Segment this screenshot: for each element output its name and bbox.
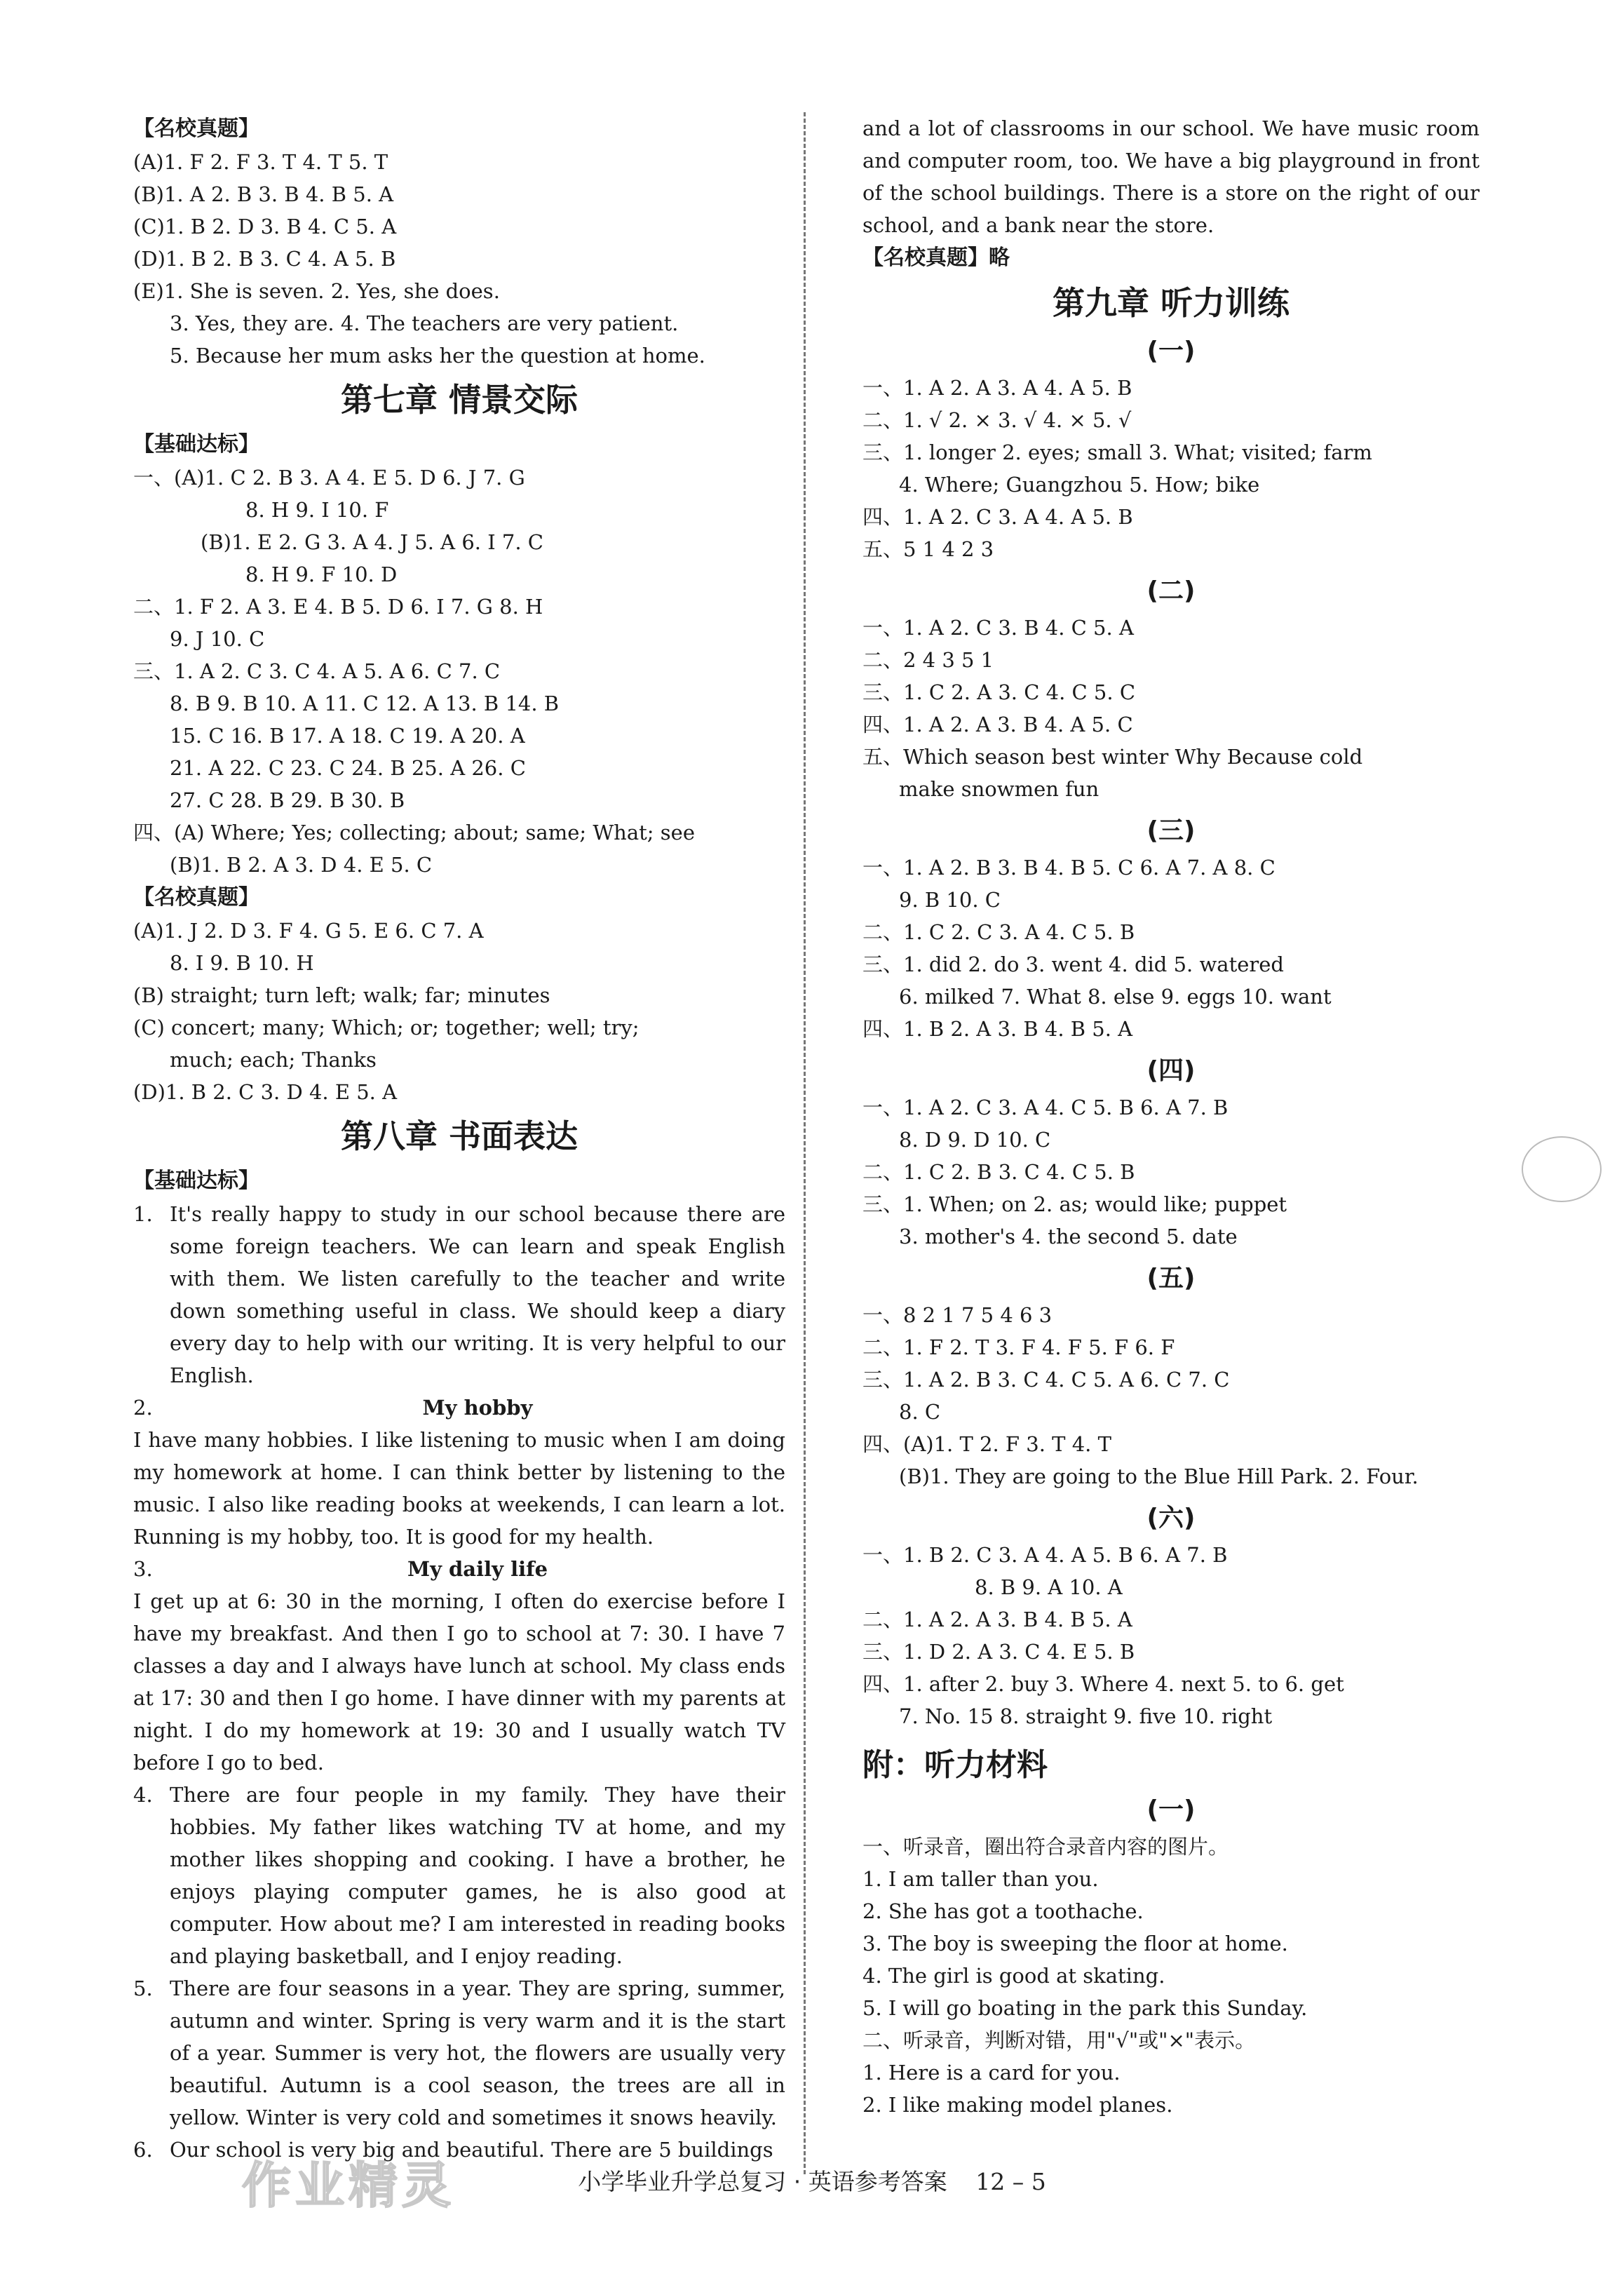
section-tag: 【基础达标】 xyxy=(133,432,259,457)
answer-line: 9. J 10. C xyxy=(170,627,265,651)
essay-number: 1. xyxy=(133,1202,153,1226)
answer-line: (D)1. B 2. C 3. D 4. E 5. A xyxy=(133,1080,398,1104)
subsection-heading: (二) xyxy=(1146,577,1196,605)
essay-item xyxy=(133,2134,785,2166)
answer-line: 21. A 22. C 23. C 24. B 25. A 26. C xyxy=(170,756,526,780)
answer-line: 四、(A)1. T 2. F 3. T 4. T xyxy=(862,1432,1111,1456)
answer-line: 5. Because her mum asks her the question at home. xyxy=(170,344,705,368)
answer-line: 2. I like making model planes. xyxy=(862,2093,1173,2117)
answer-line: (B)1. E 2. G 3. A 4. J 5. A 6. I 7. C xyxy=(201,530,543,554)
essay-body xyxy=(170,1972,785,2134)
chapter-heading: 第九章 听力训练 xyxy=(1052,284,1290,322)
answer-line: (A)1. F 2. F 3. T 4. T 5. T xyxy=(133,150,388,174)
essay-title: My daily life xyxy=(407,1557,548,1581)
answer-line: 3. Yes, they are. 4. The teachers are very patient. xyxy=(170,311,679,335)
answer-line: 二、1. √ 2. × 3. √ 4. × 5. √ xyxy=(862,408,1132,432)
answer-line: (A)1. J 2. D 3. F 4. G 5. E 6. C 7. A xyxy=(133,919,484,943)
answer-line: 一、听录音，圈出符合录音内容的图片。 xyxy=(862,1835,1229,1859)
essay-number: 2. xyxy=(133,1396,153,1420)
section-tag: 【基础达标】 xyxy=(133,1168,259,1193)
essay-paragraph: It's really happy to study in our school because there are some foreign teachers. We can learn and speak English with them. We listen carefully to the teacher and write down something useful in class. We should keep a diary every day to help with our writing. It is very helpful to our English. xyxy=(170,1202,785,1387)
answer-line: 5. I will go boating in the park this Sunday. xyxy=(862,1996,1308,2020)
answer-line: 一、1. A 2. B 3. B 4. B 5. C 6. A 7. A 8. C xyxy=(862,856,1275,880)
answer-line: 五、5 1 4 2 3 xyxy=(862,537,994,561)
watermark: 作业精灵 xyxy=(242,2157,455,2214)
essay-body xyxy=(170,1198,785,1392)
answer-line: 一、8 2 1 7 5 4 6 3 xyxy=(862,1303,1053,1327)
column-divider xyxy=(804,112,806,2174)
section-tag: 【名校真题】 xyxy=(133,885,259,910)
essay-paragraph: Our school is very big and beautiful. There are 5 buildings xyxy=(170,2138,773,2162)
answer-line: 二、1. C 2. C 3. A 4. C 5. B xyxy=(862,920,1135,944)
answer-line: 一、(A)1. C 2. B 3. A 4. E 5. D 6. J 7. G xyxy=(133,466,525,490)
answer-line: 3. mother's 4. the second 5. date xyxy=(899,1225,1238,1248)
answer-line: 7. No. 15 8. straight 9. five 10. right xyxy=(899,1704,1273,1728)
answer-line: make snowmen fun xyxy=(899,777,1099,801)
section-tag: 【名校真题】略 xyxy=(862,245,1010,270)
page-number: 12 – 5 xyxy=(975,2168,1046,2195)
essay-paragraph: I have many hobbies. I like listening to music when I am doing my homework at home. I can think better by listening to the music. I also like reading books at weekends, I can learn a lot. Running is my hobby, too. It is good for my health. xyxy=(133,1428,785,1549)
answer-line: 四、(A) Where; Yes; collecting; about; same; What; see xyxy=(133,821,695,844)
answer-line: 6. milked 7. What 8. else 9. eggs 10. want xyxy=(899,985,1332,1009)
left-column xyxy=(133,112,785,2166)
answer-line: 3. The boy is sweeping the floor at home. xyxy=(862,1932,1288,1955)
answer-line: (B)1. They are going to the Blue Hill Park. 2. Four. xyxy=(899,1464,1419,1488)
answer-line: 三、1. When; on 2. as; would like; puppet xyxy=(862,1192,1287,1216)
essay-body xyxy=(133,1392,785,1553)
answer-line: 一、1. A 2. A 3. A 4. A 5. B xyxy=(862,376,1132,400)
answer-line: 一、1. B 2. C 3. A 4. A 5. B 6. A 7. B xyxy=(862,1543,1228,1567)
answer-line: 二、1. F 2. T 3. F 4. F 5. F 6. F xyxy=(862,1335,1175,1359)
essay-paragraph: There are four people in my family. They have their hobbies. My father likes watching TV at home, and my mother likes shopping and cooking. I have a brother, he enjoys playing computer games, he is also good at computer. How about me? I am interested in reading books and playing basketball, and I enjoy reading. xyxy=(170,1783,785,1968)
answer-line: 4. Where; Guangzhou 5. How; bike xyxy=(899,473,1260,497)
essay-item xyxy=(133,1553,785,1779)
essay-number: 3. xyxy=(133,1557,153,1581)
right-column xyxy=(862,112,1480,2121)
essay-paragraph: I get up at 6: 30 in the morning, I often do exercise before I have my breakfast. And then I go to school at 7: 30. I have 7 classes a day and I always have lunch at school. My class ends at 17: 30 and then I go home. I have dinner with my parents at night. I do my homework at 19: 30 and I usually watch TV before I go to bed. xyxy=(133,1589,785,1774)
chapter-heading: 第七章 情景交际 xyxy=(340,381,578,419)
answer-line: (E)1. She is seven. 2. Yes, she does. xyxy=(133,279,500,303)
subsection-heading: (四) xyxy=(1146,1056,1196,1085)
answer-line: 8. H 9. I 10. F xyxy=(245,498,389,522)
answer-line: (B)1. B 2. A 3. D 4. E 5. C xyxy=(170,853,433,877)
essay-item xyxy=(133,1198,785,1392)
subsection-heading: (六) xyxy=(1146,1504,1196,1533)
answer-line: (B) straight; turn left; walk; far; minutes xyxy=(133,983,550,1007)
answer-line: 8. C xyxy=(899,1400,941,1424)
answer-line: 三、1. did 2. do 3. went 4. did 5. watered xyxy=(862,952,1284,976)
essay-item xyxy=(133,1392,785,1553)
answer-line: 四、1. after 2. buy 3. Where 4. next 5. to 6. get xyxy=(862,1672,1344,1696)
answer-line: 三、1. longer 2. eyes; small 3. What; visited; farm xyxy=(862,440,1372,464)
answer-line: 五、Which season best winter Why Because cold xyxy=(862,745,1363,769)
answer-line: 8. B 9. A 10. A xyxy=(975,1575,1123,1599)
answer-line: 二、1. A 2. A 3. B 4. B 5. A xyxy=(862,1608,1132,1631)
subsection-heading: (三) xyxy=(1146,816,1196,845)
answer-line: 27. C 28. B 29. B 30. B xyxy=(170,788,405,812)
essay-body xyxy=(170,1779,785,1972)
subsection-heading: (一) xyxy=(1146,1796,1196,1824)
subsection-heading: (一) xyxy=(1146,337,1196,365)
answer-line: 1. Here is a card for you. xyxy=(862,2061,1121,2084)
answer-line: 二、1. C 2. B 3. C 4. C 5. B xyxy=(862,1160,1135,1184)
answer-line: (B)1. A 2. B 3. B 4. B 5. A xyxy=(133,182,394,206)
answer-line: (C) concert; many; Which; or; together; well; try; xyxy=(133,1016,640,1039)
answer-line: 四、1. A 2. C 3. A 4. A 5. B xyxy=(862,505,1133,529)
answer-line: 8. D 9. D 10. C xyxy=(899,1128,1051,1152)
subsection-heading: (五) xyxy=(1146,1264,1196,1293)
answer-line: 8. B 9. B 10. A 11. C 12. A 13. B 14. B xyxy=(170,692,560,715)
answer-line: 三、1. A 2. C 3. C 4. A 5. A 6. C 7. C xyxy=(133,659,501,683)
essay-body xyxy=(133,1553,785,1779)
answer-line: (C)1. B 2. D 3. B 4. C 5. A xyxy=(133,215,397,238)
footer-title: 小学毕业升学总复习 · 英语参考答案 xyxy=(578,2168,947,2195)
answer-line: 二、听录音，判断对错，用"√"或"×"表示。 xyxy=(862,2028,1256,2052)
chapter-heading: 第八章 书面表达 xyxy=(340,1117,578,1155)
answer-line: 15. C 16. B 17. A 18. C 19. A 20. A xyxy=(170,724,525,748)
answer-line: 四、1. B 2. A 3. B 4. B 5. A xyxy=(862,1017,1133,1041)
essay-title: My hobby xyxy=(422,1396,533,1420)
answer-line: 4. The girl is good at skating. xyxy=(862,1964,1165,1988)
answer-line: much; each; Thanks xyxy=(170,1048,377,1072)
essay-item xyxy=(133,1779,785,1972)
answer-line: 一、1. A 2. C 3. B 4. C 5. A xyxy=(862,616,1134,640)
answer-line: 1. I am taller than you. xyxy=(862,1867,1099,1891)
answer-line: (D)1. B 2. B 3. C 4. A 5. B xyxy=(133,247,396,271)
essay-paragraph: There are four seasons in a year. They are spring, summer, autumn and winter. Spring is very warm and it is the start of a year. Summer is very hot, the flowers are usually very beautiful. Autumn is a cool season, the trees are all in yellow. Winter is very cold and sometimes it snows heavily. xyxy=(170,1976,785,2129)
essay-item xyxy=(133,1972,785,2134)
answer-line: 二、1. F 2. A 3. E 4. B 5. D 6. I 7. G 8. H xyxy=(133,595,543,619)
essay-number: 5. xyxy=(133,1976,153,2000)
answer-line: 8. H 9. F 10. D xyxy=(245,563,398,586)
answer-line: 三、1. D 2. A 3. C 4. E 5. B xyxy=(862,1640,1135,1664)
answer-line: 三、1. C 2. A 3. C 4. C 5. C xyxy=(862,680,1136,704)
answer-line: 四、1. A 2. A 3. B 4. A 5. C xyxy=(862,713,1133,736)
essay-continuation: and a lot of classrooms in our school. We have music room and computer room, too. We have a big playground in front of the school buildings. There is a store on the right of our school, and a bank near the store. xyxy=(862,116,1480,237)
appendix-heading: 附：听力材料 xyxy=(862,1747,1048,1783)
stamp-icon xyxy=(1522,1136,1602,1202)
answer-line: 8. I 9. B 10. H xyxy=(170,951,314,975)
essay-number: 4. xyxy=(133,1783,153,1807)
answer-line: 二、2 4 3 5 1 xyxy=(862,648,994,672)
answer-line: 9. B 10. C xyxy=(899,888,1001,912)
page-footer xyxy=(0,2164,1624,2197)
answer-line: 2. She has got a toothache. xyxy=(862,1899,1144,1923)
essay-number: 6. xyxy=(133,2138,153,2162)
answer-line: 一、1. A 2. C 3. A 4. C 5. B 6. A 7. B xyxy=(862,1096,1229,1119)
answer-line: 三、1. A 2. B 3. C 4. C 5. A 6. C 7. C xyxy=(862,1368,1230,1392)
section-tag: 【名校真题】 xyxy=(133,116,259,141)
